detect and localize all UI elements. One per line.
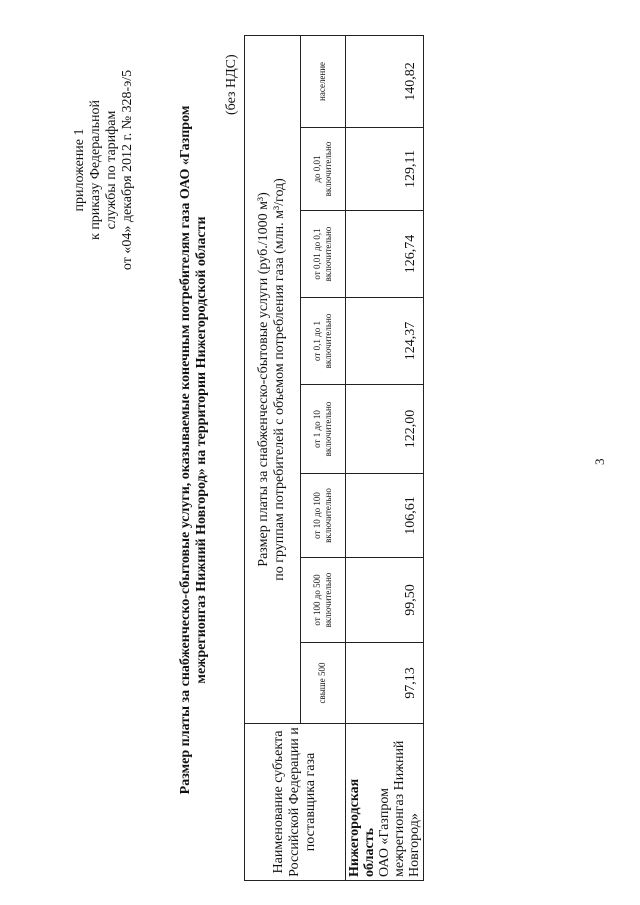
supplier-cell xyxy=(346,724,424,881)
value-cell: 122,00 xyxy=(346,385,424,474)
supplier-name: ОАО «Газпром межрегионгаз Нижний Новгород» xyxy=(377,740,422,877)
header-group: население xyxy=(300,35,345,127)
header-main xyxy=(245,35,301,723)
appendix-line: приложение 1 xyxy=(72,128,87,212)
appendix-line: к приказу Федеральной xyxy=(88,100,103,240)
value-cell: 97,13 xyxy=(346,643,424,724)
header-group: от 10 до 100 включительно xyxy=(300,474,345,558)
title-line: Размер платы за снабженческо-сбытовые услуги, оказываемые конечным потребителям газа ОАО «Газпром xyxy=(178,105,193,795)
document-title xyxy=(178,35,210,865)
value-cell: 99,50 xyxy=(346,558,424,643)
value-cell: 140,82 xyxy=(346,35,424,127)
header-main-line: Размер платы за снабженческо-сбытовые услуги (руб./1000 м³) xyxy=(256,192,272,567)
appendix-reference xyxy=(72,10,136,330)
header-main-line: по группам потребителей с объемом потребления газа (млн. м³/год) xyxy=(272,178,288,581)
header-group: от 0,1 до 1 включительно xyxy=(300,298,345,385)
tariff-table xyxy=(244,35,424,881)
value-cell: 106,61 xyxy=(346,474,424,558)
table-row xyxy=(346,35,424,880)
title-line: межрегионгаз Нижний Новгород» на территории Нижегородской области xyxy=(194,216,209,684)
header-group: свыше 500 xyxy=(300,643,345,724)
value-cell: 124,37 xyxy=(346,298,424,385)
value-cell: 129,11 xyxy=(346,128,424,211)
no-vat-note: (без НДС) xyxy=(224,54,239,115)
header-group: от 0,01 до 0,1 включительно xyxy=(300,211,345,298)
header-group: от 1 до 10 включительно xyxy=(300,385,345,474)
value-cell: 126,74 xyxy=(346,211,424,298)
header-group: до 0,01 включительно xyxy=(300,128,345,211)
page-number: 3 xyxy=(592,458,607,465)
region-name: Нижегородская область xyxy=(347,778,377,877)
appendix-line: от «04» декабря 2012 г. № 328-э/5 xyxy=(120,69,135,271)
header-name: Наименование субъекта Российской Федерации и поставщика газа xyxy=(245,724,346,881)
header-group: от 100 до 500 включительно xyxy=(300,558,345,643)
appendix-line: службы по тарифам xyxy=(104,110,119,230)
